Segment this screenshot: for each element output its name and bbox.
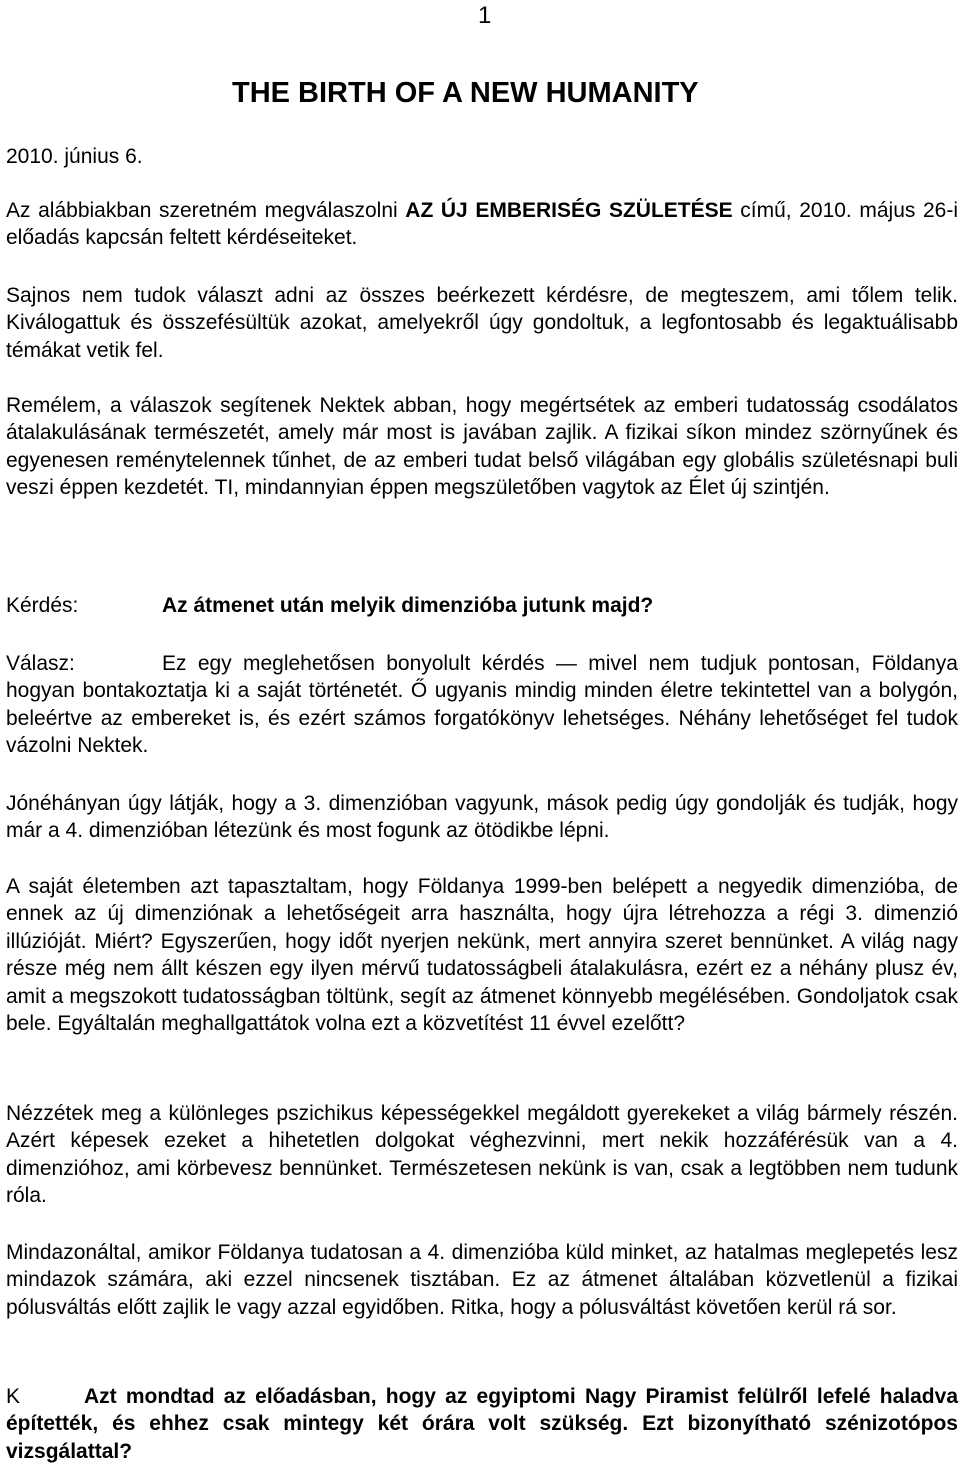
question-2-text: Azt mondtad az előadásban, hogy az egyiptomi Nagy Piramist felülről lefelé haladva építették, és ehhez csak mintegy két órára volt szükség. Ezt bizonyítható szénizotópos vizsgálattal? [6,1385,958,1463]
intro-paragraph [6,197,958,252]
date-line: 2010. június 6. [6,145,143,168]
paragraph-5: A saját életemben azt tapasztaltam, hogy Földanya 1999-ben belépett a negyedik dimenzióba, de ennek az új dimenziónak a lehetőségeit arra használta, hogy újra létrehozza a régi 3. dimenzió illúzióját. Miért? Egyszerűen, hogy időt nyerjen nekünk, mert annyira szeret bennünket. A világ nagy része még nem állt készen egy ilyen mérvű tudatosságbeli átalakulásra, ezért ez a néhány plusz év, amit a megszokott tudatosságban töltünk, segít az átmenet könnyebb megélésében. Gondoljatok csak bele. Egyáltalán meghallgattátok volna ezt a közvetítést 11 évvel ezelőtt? [6,875,958,1036]
question-label: Kérdés: [6,594,79,617]
paragraph-4: Jónéhányan úgy látják, hogy a 3. dimenzióban vagyunk, mások pedig úgy gondolják és tudják, hogy már a 4. dimenzióban létezünk és most fogunk az ötödikbe lépni. [6,792,958,843]
question-text: Az átmenet után melyik dimenzióba jutunk majd? [162,594,654,617]
answer-1 [6,650,958,760]
intro-before: Az alábbiakban szeretném megválaszolni [6,199,406,222]
question-2-label: K [6,1385,21,1408]
answer-text: Ez egy meglehetősen bonyolult kérdés — mivel nem tudjuk pontosan, Földanya hogyan bontakoztatja ki a saját történetét. Ő ugyanis mindig minden életre tekintettel van a bolygón, beleértve az embereket is, és ezért számos forgatókönyv lehetséges. Néhány lehetőséget fel tudok vázolni Nektek. [6,652,958,758]
paragraph-3: Remélem, a válaszok segítenek Nektek abban, hogy megértsétek az emberi tudatosság csodálatos átalakulásának természetét, amely már most is javában zajlik. A fizikai síkon mindez szörnyűnek és egyenesen reménytelennek tűnhet, de az emberi tudat belső világában egy globális születésnapi buli veszi éppen kezdetét. TI, mindannyian éppen megszületőben vagytok az Élet új szintjén. [6,394,958,500]
question-1 [6,592,958,619]
intro-after: című, 2010. május 26-i előadás kapcsán feltett kérdéseiteket. [6,199,959,250]
page-number: 1 [478,2,492,29]
paragraph-7: Mindazonáltal, amikor Földanya tudatosan a 4. dimenzióba küld minket, az hatalmas meglepetés lesz mindazok számára, aki ezzel nincsenek tisztában. Ez az átmenet általában közvetlenül a fizikai pólusváltás előtt zajlik le vagy azzal egyidőben. Ritka, hogy a pólusváltást követően kerül rá sor. [6,1241,958,1319]
paragraph-2: Sajnos nem tudok választ adni az összes beérkezett kérdésre, de megteszem, ami tőlem telik. Kiválogattuk és összefésültük azokat, amelyekről úgy gondoltuk, a legfontosabb és legaktuálisabb témákat vetik fel. [6,284,958,362]
intro-lecture-title: AZ ÚJ EMBERISÉG SZÜLETÉSE [405,199,733,222]
page-title: THE BIRTH OF A NEW HUMANITY [232,77,699,109]
paragraph-6: Nézzétek meg a különleges pszichikus képességekkel megáldott gyerekeket a világ bármely részén. Azért képesek ezeket a hihetetlen dolgokat véghezvinni, mert nekik hozzáférésük van a 4. dimenzióhoz, ami körbevesz bennünket. Természetesen nekünk is van, csak a legtöbben nem tudunk róla. [6,1102,958,1208]
question-2 [6,1383,958,1465]
answer-label: Válasz: [6,652,75,675]
